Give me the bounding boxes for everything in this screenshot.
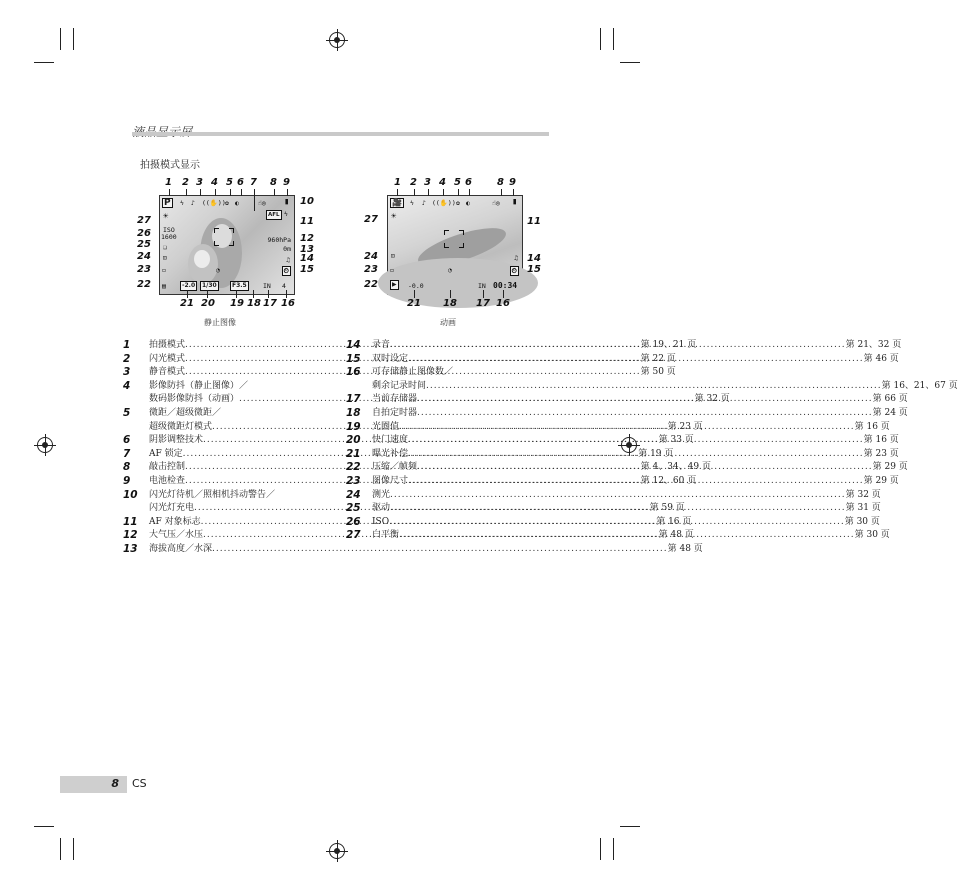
legend-item-number: 11 [123, 515, 138, 528]
altitude-readout: 0m [283, 245, 291, 253]
legend-item-page-ref: 第 23 页 [863, 448, 899, 459]
legend-item-label: 电池检查 [149, 475, 186, 486]
legend-item-page-ref: 第 23 页 [667, 421, 703, 432]
legend-item-number: 15 [346, 352, 361, 365]
remaining-time: 00:34 [493, 281, 518, 290]
movie-caption: 动画 [440, 318, 456, 327]
legend-item-label: 压缩／帧频 [372, 462, 418, 473]
legend-item-page-ref: 第 22 页 [640, 353, 676, 364]
legend-item-number: 27 [346, 529, 361, 542]
legend-item-label: 测光 [372, 489, 391, 500]
legend-item-page-ref: 第 50 页 [640, 367, 676, 378]
callout-number: 16 [281, 298, 295, 309]
ev-readout: -0.0 [408, 282, 424, 290]
callout-leader [236, 290, 237, 298]
callout-leader [414, 290, 415, 298]
callout-number: 17 [476, 298, 490, 309]
callout-leader [230, 189, 231, 196]
callout-number: 4 [439, 177, 446, 188]
legend-item-label: 闪光灯待机／照相机抖动警告／ [149, 489, 276, 500]
movie-mode-indicator: 🎥 [392, 198, 402, 207]
legend-item-label: AF 锁定 [149, 448, 183, 459]
callout-number: 1 [165, 177, 172, 188]
af-lock-indicator: AFL [268, 212, 280, 218]
callout-leader [215, 189, 216, 196]
callout-number: 21 [407, 298, 421, 309]
legend-item-label: 自拍定时器 [372, 407, 418, 418]
legend-item-number: 14 [346, 339, 361, 351]
page-number: 8 [111, 777, 119, 790]
iso-label: ISO [163, 226, 175, 234]
legend-item-label: 图像尺寸 [372, 475, 409, 486]
callout-leader [254, 189, 255, 211]
callout-leader [286, 290, 287, 298]
self-timer-icon: ◔ [448, 266, 452, 274]
crop-mark [600, 838, 601, 860]
legend-item-page-ref: 第 48 页 [658, 530, 694, 541]
legend-item-number: 1 [123, 339, 131, 351]
callout-leader [169, 189, 170, 196]
callout-number: 9 [283, 177, 290, 188]
callout-number: 14 [527, 253, 541, 264]
callout-leader [287, 189, 288, 196]
legend-item-label: ISO [372, 516, 390, 527]
legend-item-page-ref: 第 32 页 [845, 489, 881, 500]
crop-mark [620, 62, 640, 63]
legend-item-label: 白平衡 [372, 530, 400, 541]
legend-item-number: 21 [346, 447, 361, 460]
legend-item-number: 12 [123, 529, 138, 542]
callout-number: 15 [300, 264, 314, 275]
sound-record-icon: ♫ [286, 256, 290, 264]
legend-item-page-ref: 第 21、32 页 [845, 340, 902, 350]
legend-item-number: 3 [123, 366, 131, 379]
legend-item-label: 大气压／水压 [149, 530, 204, 541]
crop-mark [34, 826, 54, 827]
crop-mark [60, 28, 61, 50]
legend-item [123, 542, 703, 557]
still-image-caption: 静止图像 [204, 318, 236, 327]
callout-number: 4 [211, 177, 218, 188]
callout-number: 8 [270, 177, 277, 188]
legend-item-number: 13 [123, 542, 138, 555]
legend-item-page-ref: 第 32 页 [694, 394, 730, 405]
callout-number: 13 [300, 244, 314, 255]
legend-item-page-ref: 第 33 页 [658, 435, 694, 446]
callout-number: 5 [226, 177, 233, 188]
registration-mark-icon [329, 32, 345, 48]
legend-item-page-ref: 第 24 页 [872, 407, 908, 418]
dual-time-icon: ⏲ [511, 267, 517, 275]
legend-item-label: 静音模式 [149, 367, 186, 378]
baby-face [194, 250, 210, 268]
callout-leader [268, 290, 269, 298]
callout-number: 2 [410, 177, 417, 188]
legend-item-label: 超级微距灯模式 [149, 421, 213, 432]
crop-mark [600, 28, 601, 50]
callout-number: 24 [364, 251, 378, 262]
legend-item-number: 23 [346, 474, 361, 487]
crop-mark [73, 838, 74, 860]
callout-leader [513, 189, 514, 196]
callout-number: 9 [509, 177, 516, 188]
callout-leader [450, 290, 451, 298]
callout-leader [253, 290, 254, 298]
frame-rate-indicator: ▶ [392, 281, 397, 288]
legend-item-label: 双时设定 [372, 353, 409, 364]
legend-item-label: 录音 [372, 340, 391, 350]
image-stabilizer-icon: ((✋)) [432, 199, 456, 207]
callout-number: 22 [364, 279, 378, 290]
macro-icon: ✿ [225, 199, 229, 207]
flash-mode-icon: ϟ [410, 199, 414, 207]
sound-record-icon: ♫ [514, 254, 518, 262]
crop-mark [73, 28, 74, 50]
callout-number: 23 [137, 264, 151, 275]
battery-icon: ▮ [284, 197, 290, 207]
white-balance-icon: ☀ [163, 212, 169, 222]
callout-leader [207, 290, 208, 298]
callout-number: 18 [443, 298, 457, 309]
callout-leader [187, 290, 188, 298]
tap-control-icon: ☝◎ [258, 199, 266, 207]
legend-item-label: 闪光灯充电 [149, 503, 195, 514]
callout-number: 22 [137, 279, 151, 290]
legend-item-label: 剩余记录时间 [372, 380, 427, 391]
pressure-readout: 960hPa [267, 236, 291, 244]
legend-item-page-ref: 第 31 页 [845, 503, 881, 514]
legend-item-label: 光圈值 [372, 421, 400, 432]
callout-number: 16 [496, 298, 510, 309]
legend-item-page-ref: 第 59 页 [649, 503, 685, 514]
callout-leader [501, 189, 502, 196]
image-size-icon: ▭ [390, 266, 394, 274]
tap-control-icon: ☝◎ [492, 199, 500, 207]
silent-mode-icon: ♪ [191, 199, 195, 207]
callout-leader [443, 189, 444, 196]
legend-item-number: 22 [346, 461, 361, 474]
crop-mark [613, 28, 614, 50]
metering-icon: ⊡ [391, 252, 395, 260]
callout-number: 21 [180, 298, 194, 309]
legend-item-page-ref: 第 30 页 [844, 516, 880, 527]
legend-item-number: 19 [346, 420, 361, 433]
callout-leader [428, 189, 429, 196]
memory-icon: IN [478, 282, 486, 290]
callout-number: 3 [196, 177, 203, 188]
legend-item-page-ref: 第 12、60 页 [640, 475, 697, 486]
legend-item-number: 26 [346, 515, 361, 528]
callout-number: 11 [300, 216, 314, 227]
memory-icon: IN [263, 282, 271, 290]
legend-item-page-ref: 第 16 页 [863, 435, 899, 446]
legend-item-number: 18 [346, 406, 361, 419]
shadow-adjust-icon: ◐ [235, 199, 239, 207]
registration-mark-icon [329, 843, 345, 859]
callout-number: 6 [465, 177, 472, 188]
callout-number: 12 [300, 233, 314, 244]
drive-icon: ❏ [163, 243, 167, 251]
callout-number: 14 [300, 253, 314, 264]
legend-item-label: 微距／超级微距／ [149, 407, 222, 418]
legend-item-number: 4 [123, 379, 131, 392]
callout-number: 26 [137, 228, 151, 239]
legend-item-page-ref: 第 29 页 [872, 462, 908, 473]
iso-setting: 1600 [161, 233, 177, 241]
callout-number: 23 [364, 264, 378, 275]
legend-item-number: 6 [123, 434, 131, 447]
legend-item [346, 406, 908, 421]
silent-mode-icon: ♪ [422, 199, 426, 207]
legend-item-label: 海拔高度／水深 [149, 543, 213, 554]
legend-item-label: 曝光补偿 [372, 448, 409, 459]
language-code: CS [132, 777, 147, 790]
legend-item-label: 敲击控制 [149, 462, 186, 473]
callout-leader [274, 189, 275, 196]
callout-number: 7 [250, 177, 257, 188]
legend-item-number: 8 [123, 461, 131, 474]
callout-leader [458, 189, 459, 196]
shadow-adjust-icon: ◐ [466, 199, 470, 207]
crop-mark [60, 838, 61, 860]
legend-item-page-ref: 第 30 页 [854, 530, 890, 541]
title-rule [132, 132, 549, 136]
battery-icon: ▮ [512, 197, 518, 207]
legend-item-number: 10 [123, 488, 138, 501]
legend-item-number: 5 [123, 406, 131, 419]
legend-item-label: 数码影像防抖（动画） [149, 394, 240, 405]
legend-item-number: 7 [123, 447, 131, 460]
callout-leader [503, 290, 504, 298]
shooting-mode-indicator: P [164, 198, 171, 208]
callout-number: 1 [394, 177, 401, 188]
legend-item-page-ref: 第 66 页 [872, 394, 908, 405]
legend-item-page-ref: 第 16 页 [656, 516, 692, 527]
legend-item-label: 快门速度 [372, 435, 409, 446]
callout-leader [186, 189, 187, 196]
subsection-title: 拍摄模式显示 [140, 160, 200, 171]
legend-item-label: 可存储静止图像数／ [372, 367, 454, 378]
legend-item-page-ref: 第 16 页 [854, 421, 890, 432]
legend-item-page-ref: 第 19 页 [638, 448, 674, 459]
callout-number: 6 [237, 177, 244, 188]
still-image-screen [159, 195, 295, 295]
legend-item-number: 2 [123, 352, 131, 365]
crop-mark [620, 826, 640, 827]
callout-leader [241, 189, 242, 196]
legend-item-page-ref: 第 46 页 [863, 353, 899, 364]
af-target-mark [444, 230, 464, 248]
legend-item-page-ref: 第 48 页 [667, 543, 703, 554]
compression-icon: ▤ [162, 282, 166, 290]
remaining-shots: 4 [282, 282, 286, 290]
callout-number: 11 [527, 216, 541, 227]
callout-number: 3 [424, 177, 431, 188]
crop-mark [34, 62, 54, 63]
legend-item [346, 488, 881, 503]
callout-number: 5 [454, 177, 461, 188]
legend-item-label: 驱动 [372, 503, 391, 514]
legend-item-page-ref: 第 4、34、49 页 [640, 462, 711, 473]
legend-item-number: 17 [346, 393, 361, 406]
legend-item-label: 阴影调整技术 [149, 435, 204, 446]
callout-number: 27 [137, 215, 151, 226]
callout-number: 24 [137, 251, 151, 262]
callout-number: 10 [300, 196, 314, 207]
callout-number: 25 [137, 239, 151, 250]
flash-standby-icon: ϟ [284, 210, 288, 218]
dual-time-icon: ⏲ [283, 267, 289, 275]
legend-item-number: 16 [346, 366, 361, 379]
legend-item-label: 影像防抖（静止图像）／ [149, 380, 249, 391]
registration-mark-icon [37, 437, 53, 453]
macro-icon: ✿ [456, 199, 460, 207]
callout-leader [414, 189, 415, 196]
callout-number: 17 [263, 298, 277, 309]
callout-leader [397, 189, 398, 196]
self-timer-icon: ◔ [216, 266, 220, 274]
legend-item-label: 当前存储器 [372, 394, 418, 405]
legend-item-number: 9 [123, 474, 131, 487]
crop-mark [613, 838, 614, 860]
legend-item-page-ref: 第 29 页 [863, 475, 899, 486]
movie-screen [387, 195, 523, 295]
af-target-mark [214, 228, 234, 246]
legend-item-page-ref: 第 19、21 页 [640, 340, 697, 350]
image-stabilizer-icon: ((✋)) [202, 199, 226, 207]
legend-item-number: 20 [346, 434, 361, 447]
ev-readout: -2.0 [182, 282, 196, 289]
shutter-readout: 1/30 [202, 282, 217, 289]
flash-mode-icon: ϟ [180, 199, 184, 207]
callout-number: 19 [230, 298, 244, 309]
legend-item-number: 25 [346, 502, 361, 515]
callout-number: 18 [247, 298, 261, 309]
callout-leader [200, 189, 201, 196]
callout-number: 8 [497, 177, 504, 188]
callout-number: 20 [201, 298, 215, 309]
metering-icon: ⊡ [163, 254, 167, 262]
callout-leader [483, 290, 484, 298]
callout-number: 2 [182, 177, 189, 188]
callout-number: 27 [364, 214, 378, 225]
callout-leader [469, 189, 470, 196]
callout-number: 15 [527, 264, 541, 275]
image-size-icon: ▭ [162, 266, 166, 274]
legend-item-label: AF 对象标志 [149, 516, 201, 527]
legend-item-label: 拍摄模式 [149, 340, 186, 350]
legend-item-page-ref: 第 16、21、67 页 [881, 380, 958, 391]
aperture-readout: F3.5 [232, 282, 247, 289]
white-balance-icon: ☀ [391, 212, 397, 222]
legend-item-label: 闪光模式 [149, 353, 186, 364]
legend-item-number: 24 [346, 488, 361, 501]
